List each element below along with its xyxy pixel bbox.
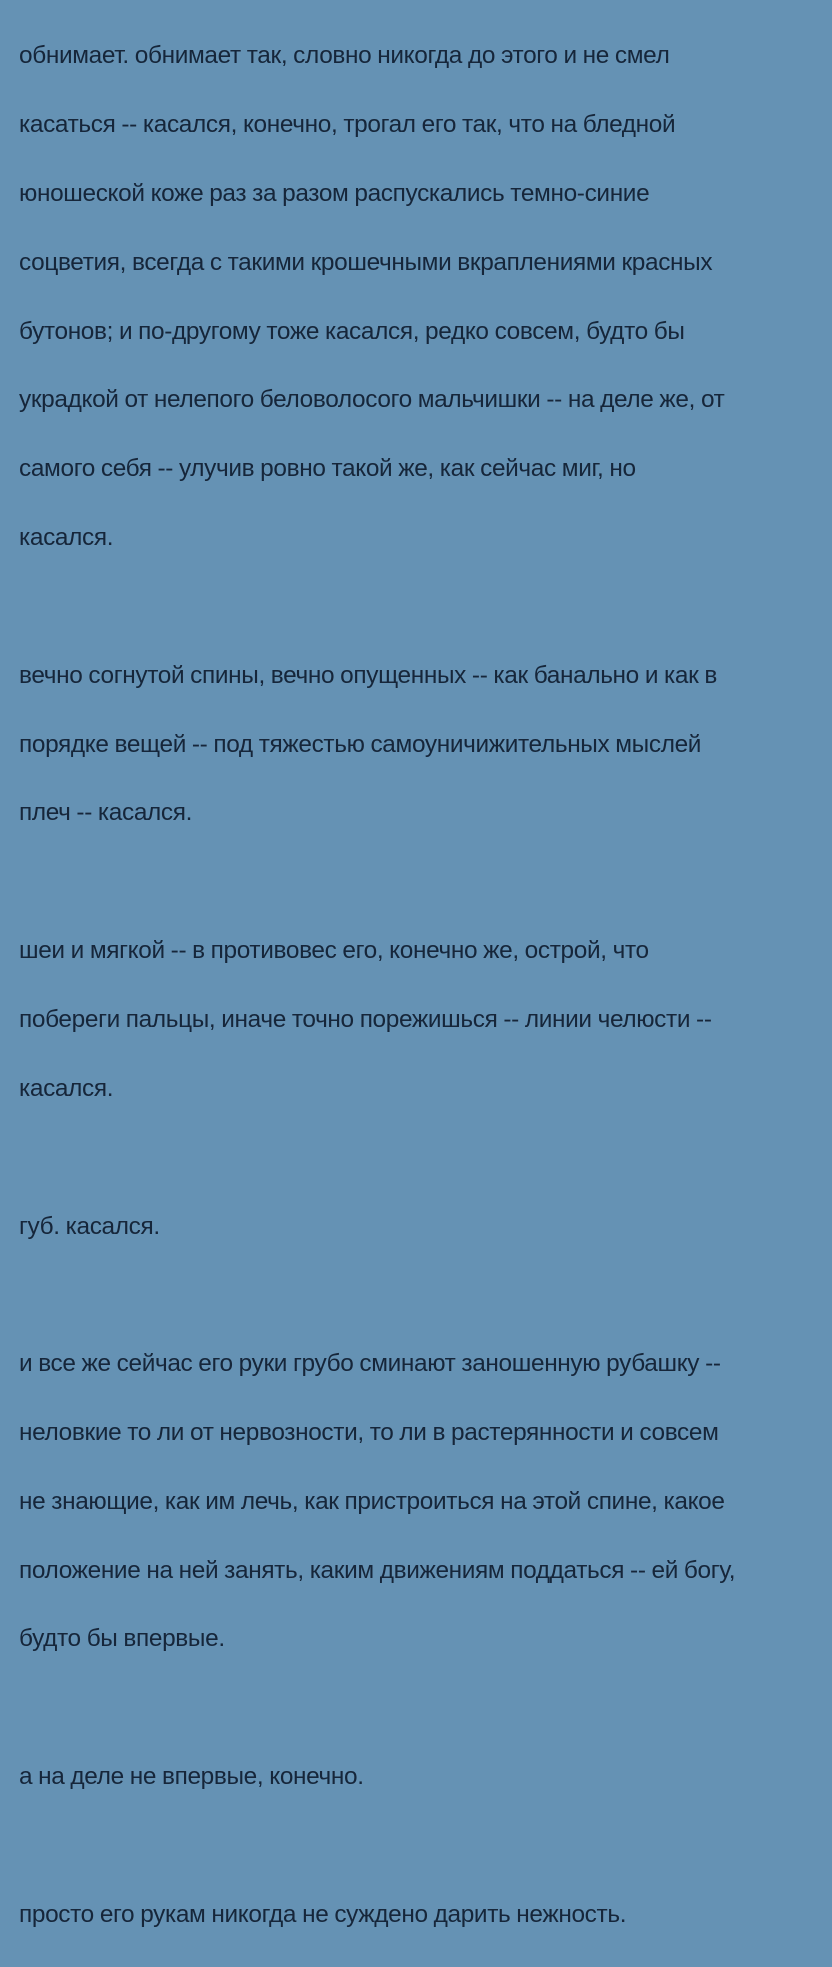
text-line: побереги пальцы, иначе точно порежишься -- линии челюсти -- — [19, 1005, 712, 1033]
text-line: бутонов; и по-другому тоже касался, редко совсем, будто бы — [19, 317, 685, 345]
text-line: положение на ней занять, каким движениям поддаться -- ей богу, — [19, 1556, 736, 1584]
paragraph-gap — [19, 1691, 814, 1726]
paragraph-gap — [19, 1141, 814, 1176]
text-line: будто бы впервые. — [19, 1625, 225, 1653]
paragraph-gap — [19, 590, 814, 625]
text-line: плеч -- касался. — [19, 799, 193, 827]
text-line: самого себя -- улучив ровно такой же, как сейчас миг, но — [19, 455, 636, 483]
paragraph-gap — [19, 865, 814, 900]
paragraph-2 — [19, 624, 814, 865]
text-line: украдкой от нелепого беловолосого мальчишки -- на деле же, от — [19, 386, 725, 414]
paragraph-6 — [19, 1726, 814, 1829]
paragraph-1 — [19, 5, 814, 590]
text-line: касался. — [19, 1074, 114, 1102]
text-line: вечно согнутой спины, вечно опущенных -- как банально и как в — [19, 661, 717, 689]
text-line: а на деле не впервые, конечно. — [19, 1763, 364, 1791]
text-line: просто его рукам никогда не суждено дарить нежность. — [19, 1900, 627, 1928]
text-line: не знающие, как им лечь, как пристроиться на этой спине, какое — [19, 1487, 725, 1515]
paragraph-7 — [19, 1864, 814, 1967]
text-line: касаться -- касался, конечно, трогал его так, что на бледной — [19, 111, 676, 139]
paragraph-5 — [19, 1313, 814, 1691]
text-line: касался. — [19, 524, 114, 552]
paragraph-gap — [19, 1829, 814, 1864]
paragraph-4 — [19, 1175, 814, 1278]
text-line: юношеской коже раз за разом распускались темно-синие — [19, 180, 650, 208]
text-line: соцветия, всегда с такими крошечными вкраплениями красных — [19, 248, 713, 276]
text-line: и все же сейчас его руки грубо сминают заношенную рубашку -- — [19, 1350, 721, 1378]
text-line: губ. касался. — [19, 1212, 160, 1240]
text-line: неловкие то ли от нервозности, то ли в растерянности и совсем — [19, 1419, 719, 1447]
paragraph-3 — [19, 900, 814, 1141]
text-line: шеи и мягкой -- в противовес его, конечно же, острой, что — [19, 937, 649, 965]
paragraph-gap — [19, 1278, 814, 1313]
text-line: порядке вещей -- под тяжестью самоуничижительных мыслей — [19, 730, 702, 758]
text-line: обнимает. обнимает так, словно никогда до этого и не смел — [19, 42, 670, 70]
